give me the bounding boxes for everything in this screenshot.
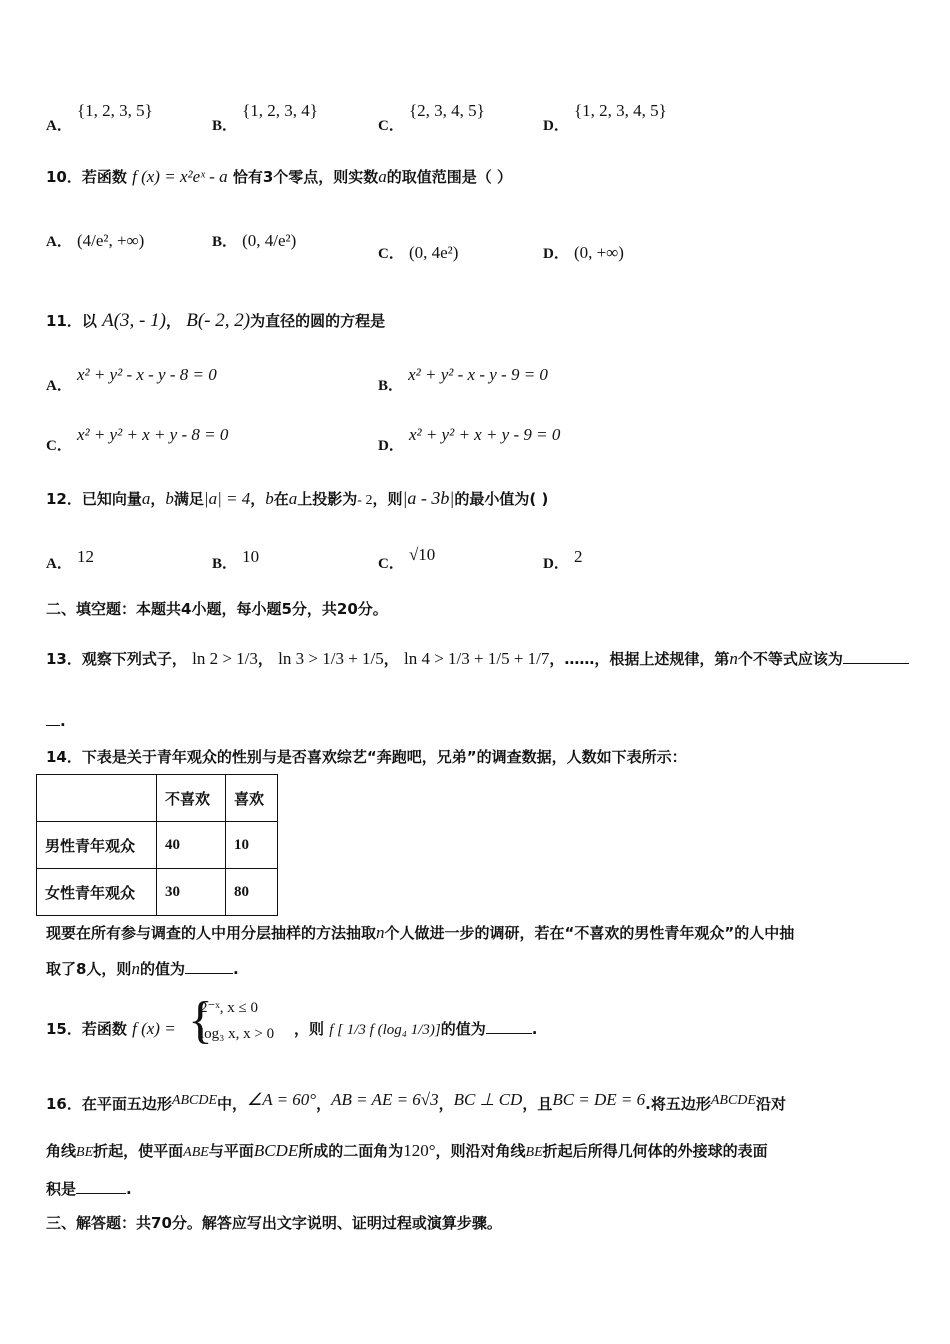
option-label: A． [46, 556, 72, 572]
vector-a: a [141, 489, 151, 508]
option-value: {1, 2, 3, 5} [76, 101, 153, 120]
question-13-continued [46, 712, 66, 730]
option-value: 10 [242, 547, 260, 566]
q11-option-b [378, 364, 548, 394]
target-expr: f [ 1/3 f (log₄ 1/3)] [329, 1022, 441, 1038]
option-value: √10 [408, 545, 436, 564]
option-label: B． [212, 556, 238, 572]
question-text: 现要在所有参与调查的人中用分层抽样的方法抽取 [46, 924, 377, 942]
question-text: 若函数 [81, 168, 127, 186]
projection-value: - 2 [357, 493, 373, 508]
question-text: 为直径的圆的方程是 [250, 312, 386, 330]
answer-blank[interactable] [843, 663, 909, 664]
q12-option-d [543, 546, 583, 572]
answer-blank[interactable] [486, 1033, 532, 1034]
question-number: 11． [46, 312, 82, 330]
plane-name: BCDE [253, 1141, 299, 1160]
option-label: D． [543, 556, 569, 572]
q12-option-c [378, 544, 436, 572]
option-value: (0, 4e²) [408, 243, 459, 262]
option-value: x² + y² - x - y - 9 = 0 [408, 365, 548, 384]
option-label: D． [378, 438, 404, 454]
question-text: .将五边形 [645, 1095, 711, 1113]
variable: a [378, 167, 387, 186]
target-expr: |a - 3b| [402, 488, 455, 508]
condition-expr: |a| = 4 [203, 489, 251, 508]
separator: ， [165, 312, 181, 330]
separator: ， [316, 1095, 332, 1113]
question-15 [46, 1018, 176, 1039]
plane-name: ABE [183, 1145, 209, 1160]
question-text: 中， [217, 1095, 248, 1113]
question-text: 在 [273, 490, 289, 508]
question-text: 恰有3个零点，则实数 [232, 168, 379, 186]
table-cell [37, 775, 157, 822]
question-text: 折起，使平面 [93, 1142, 184, 1160]
question-text: 的最小值为( ) [454, 490, 549, 508]
section-heading-fill-blank: 二、填空题：本题共4小题，每小题5分，共20分。 [46, 600, 388, 618]
table-cell: 40 [157, 822, 226, 869]
option-label: B． [212, 234, 238, 250]
question-13: 13．观察下列式子， ln 2 > 1/3， ln 3 > 1/3 + 1/5， ln 4 > 1/3 + 1/5 + 1/7，……，根据上述规律，第n个不等式应该为 [46, 648, 909, 669]
question-text: 下表是关于青年观众的性别与是否喜欢综艺“奔跑吧，兄弟”的调查数据，人数如下表所示： [81, 748, 687, 766]
q10-option-c [378, 242, 458, 263]
answer-blank[interactable] [76, 1193, 126, 1194]
question-text: 满足 [173, 490, 204, 508]
option-label: A． [46, 234, 72, 250]
survey-table [36, 774, 278, 916]
option-label: C． [46, 438, 72, 454]
polygon-name: ABCDE [171, 1093, 217, 1108]
q11-option-c [46, 424, 229, 454]
question-text: 沿对 [755, 1095, 786, 1113]
question-text: 已知向量 [81, 490, 142, 508]
option-value: x² + y² - x - y - 8 = 0 [76, 365, 217, 384]
option-label: D． [543, 118, 569, 134]
question-number: 16． [46, 1095, 82, 1113]
q10-option-d [543, 242, 624, 263]
question-16-line2 [46, 1140, 768, 1161]
question-12 [46, 488, 548, 509]
q12-option-b [212, 546, 260, 572]
question-text: 个不等式应该为 [737, 650, 843, 668]
function-expr: f (x) = x²eˣ - a [132, 167, 228, 186]
option-label: A． [46, 378, 72, 394]
table-cell: 30 [157, 869, 226, 916]
option-value: x² + y² + x + y - 9 = 0 [408, 425, 561, 444]
question-text: 与平面 [208, 1142, 254, 1160]
question-text: ，则 [372, 490, 403, 508]
question-text: 所成的二面角为 [298, 1142, 404, 1160]
question-text: 的值为 [139, 960, 185, 978]
option-label: B． [212, 118, 238, 134]
option-value: (4/e², +∞) [76, 231, 145, 250]
vector-b: b [165, 489, 174, 508]
question-text: 以 [81, 312, 97, 330]
option-label: C． [378, 246, 404, 262]
inequality-3: ln 4 > 1/3 + 1/5 + 1/7 [404, 649, 550, 668]
separator: ， [150, 490, 166, 508]
variable: n [729, 649, 738, 668]
diagonal-name: BE [76, 1145, 94, 1160]
q11-option-d [378, 424, 561, 454]
q10-option-a [46, 230, 144, 251]
option-value: (0, +∞) [573, 243, 624, 262]
punctuation: . [60, 712, 66, 730]
question-text: 在平面五边形 [81, 1095, 172, 1113]
question-text: ，则 [294, 1020, 325, 1038]
separator: ， [250, 490, 266, 508]
option-value: {1, 2, 3, 4, 5} [573, 101, 667, 120]
option-label: C． [378, 556, 404, 572]
q9-option-c [378, 100, 485, 134]
function-name: f (x) = [132, 1019, 176, 1038]
question-text: ，且 [522, 1095, 553, 1113]
section-heading-solutions: 三、解答题：共70分。解答应写出文字说明、证明过程或演算步骤。 [46, 1214, 502, 1232]
table-header: 不喜欢 [157, 775, 226, 822]
question-text: 的取值范围是（ ） [386, 168, 513, 186]
q9-option-b [212, 100, 318, 134]
question-text: ，则沿对角线 [435, 1142, 526, 1160]
option-value: 2 [573, 547, 583, 566]
q9-option-a [46, 100, 153, 134]
variable: n [376, 923, 385, 942]
question-14-line2 [46, 922, 794, 943]
table-row [37, 869, 278, 916]
separator: ， [438, 1095, 454, 1113]
question-number: 14． [46, 748, 82, 766]
table-cell: 10 [226, 822, 278, 869]
condition-4: BC = DE = 6 [552, 1090, 646, 1109]
option-label: B． [378, 378, 404, 394]
question-14-line3 [46, 958, 239, 979]
table-cell: 男性青年观众 [37, 822, 157, 869]
option-label: A． [46, 118, 72, 134]
table-cell: 80 [226, 869, 278, 916]
punctuation: . [126, 1180, 132, 1198]
q10-option-b [212, 230, 296, 251]
inequality-2: ln 3 > 1/3 + 1/5 [278, 649, 384, 668]
angle-value: 120° [403, 1141, 436, 1160]
question-text: 取了8人，则 [46, 960, 132, 978]
question-11 [46, 310, 385, 332]
q11-option-a [46, 364, 217, 394]
table-header: 喜欢 [226, 775, 278, 822]
q9-option-d [543, 100, 667, 134]
q12-option-a [46, 546, 94, 572]
table-row [37, 822, 278, 869]
table-cell: 女性青年观众 [37, 869, 157, 916]
option-value: 12 [76, 547, 94, 566]
question-10 [46, 166, 512, 187]
question-16 [46, 1090, 786, 1114]
piecewise-case-2: log₃ x, x > 0 [200, 1026, 275, 1042]
table-row [37, 775, 278, 822]
condition-2: AB = AE = 6√3 [331, 1090, 439, 1109]
answer-blank[interactable] [46, 725, 60, 726]
question-text: ，……，根据上述规律，第 [549, 650, 730, 668]
question-text: 的值为 [440, 1020, 486, 1038]
vector-a: a [288, 489, 298, 508]
option-label: D． [543, 246, 569, 262]
question-number: 15． [46, 1020, 82, 1038]
question-number: 10． [46, 168, 82, 186]
punctuation: . [232, 960, 239, 978]
inequality-1: ln 2 > 1/3 [192, 649, 258, 668]
question-text: 角线 [46, 1142, 77, 1160]
variable: n [131, 959, 140, 978]
question-text: 积是 [46, 1180, 77, 1198]
polygon-name: ABCDE [710, 1093, 756, 1108]
question-text: 若函数 [81, 1020, 127, 1038]
question-number: 13． [46, 650, 82, 668]
question-15-tail [294, 1018, 537, 1039]
punctuation: . [531, 1020, 538, 1038]
option-value: (0, 4/e²) [242, 231, 297, 250]
answer-blank[interactable] [185, 973, 233, 974]
piecewise-case-1: 2⁻ˣ, x ≤ 0 [200, 1000, 258, 1016]
option-label: C． [378, 118, 404, 134]
vector-b: b [265, 489, 274, 508]
question-16-line3 [46, 1178, 132, 1199]
condition-3: BC ⊥ CD [453, 1090, 523, 1109]
question-text: 个人做进一步的调研，若在“不喜欢的男性青年观众”的人中抽 [384, 924, 795, 942]
question-number: 12． [46, 490, 82, 508]
question-14 [46, 746, 687, 767]
piecewise-brace: { [188, 992, 213, 1049]
question-text: 观察下列式子， [81, 650, 187, 668]
question-text: 上投影为 [297, 490, 358, 508]
point-a: A(3, - 1) [102, 310, 166, 331]
point-b: B(- 2, 2) [186, 310, 251, 331]
option-value: {2, 3, 4, 5} [408, 101, 485, 120]
diagonal-name: BE [525, 1145, 543, 1160]
option-value: x² + y² + x + y - 8 = 0 [76, 425, 229, 444]
question-text: 折起后所得几何体的外接球的表面 [542, 1142, 768, 1160]
condition-1: ∠A = 60° [247, 1090, 317, 1109]
option-value: {1, 2, 3, 4} [242, 101, 318, 120]
